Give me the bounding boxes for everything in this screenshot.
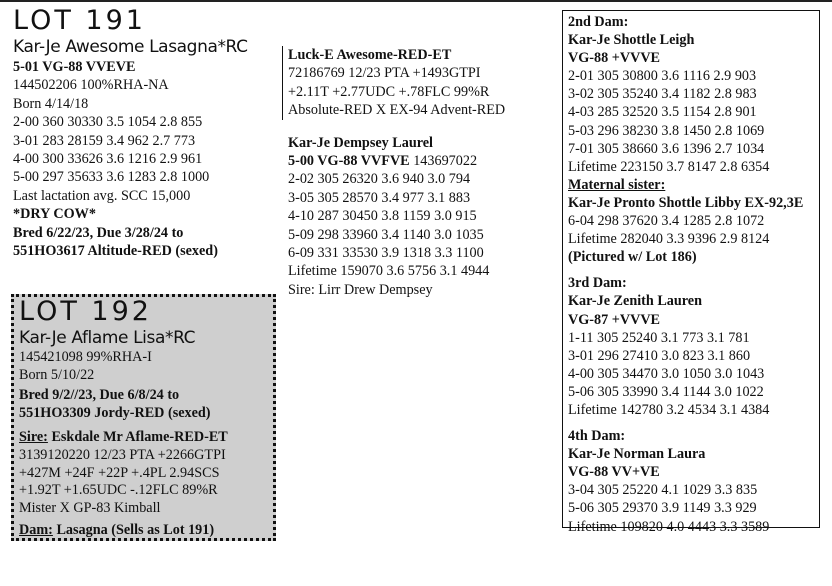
second-dam-name: Kar-Je Shottle Leigh <box>568 32 695 49</box>
lot-192-sire-line: 3139120220 12/23 PTA +2266GTPI <box>19 446 226 463</box>
lot-191-sire-block <box>282 46 552 120</box>
lot-191-dam-record: 4-10 287 30450 3.8 1159 3.0 915 <box>288 208 477 225</box>
maternal-sister-name: Kar-Je Pronto Shottle Libby EX-92,3E <box>568 194 804 211</box>
maternal-sister-note: (Pictured w/ Lot 186) <box>568 249 697 266</box>
fourth-dam-lifetime: Lifetime 109820 4.0 4443 3.3 3589 <box>568 518 770 535</box>
lot-192-sire <box>19 429 273 447</box>
third-dam-name: Kar-Je Zenith Lauren <box>568 293 702 310</box>
lot-191-dam-sire: Sire: Lirr Drew Dempsey <box>288 281 433 298</box>
lot-191-dam-record: 2-02 305 26320 3.6 940 3.0 794 <box>288 171 471 188</box>
fourth-dam-record: 3-04 305 25220 4.1 1029 3.3 835 <box>568 482 758 499</box>
lot-191-born: Born 4/14/18 <box>13 95 89 112</box>
third-dam-heading: 3rd Dam: <box>568 275 627 292</box>
fourth-dam-classification: VG-88 VV+VE <box>568 464 660 481</box>
lot-191-section <box>13 6 281 260</box>
lot-191-dam-classification: 5-00 VG-88 VVFVE <box>288 153 410 170</box>
lot-191-sire-line: Absolute-RED X EX-94 Advent-RED <box>288 102 506 119</box>
maternal-sister-record: 6-04 298 37620 3.4 1285 2.8 1072 <box>568 213 765 230</box>
lot-192-dam <box>19 522 273 540</box>
lot-192-dam-text: Lasagna (Sells as Lot 191) <box>52 522 215 539</box>
lot-191-record: 4-00 300 33626 3.6 1216 2.9 961 <box>13 151 203 168</box>
lot-192-cow-name: Kar-Je Aflame Lisa*RC <box>19 328 196 348</box>
third-dam-lifetime: Lifetime 142780 3.2 4534 3.1 4384 <box>568 401 770 418</box>
second-dam-record: 5-03 296 38230 3.8 1450 2.8 1069 <box>568 122 765 139</box>
lot-192-sire-line: +1.92T +1.65UDC -.12FLC 89%R <box>19 482 218 499</box>
third-dam-record: 5-06 305 33990 3.4 1144 3.0 1022 <box>568 383 764 400</box>
maternal-sister-lifetime: Lifetime 282040 3.3 9396 2.9 8124 <box>568 231 770 248</box>
lot-192-title: LOT 192 <box>19 296 152 327</box>
second-dam-classification: VG-88 +VVVE <box>568 50 661 67</box>
lot-192-bred: Bred 9/2//23, Due 6/8/24 to <box>19 387 180 404</box>
second-dam-heading: 2nd Dam: <box>568 14 629 30</box>
lot-191-record: 5-00 297 35633 3.6 1283 2.8 1000 <box>13 169 210 186</box>
second-dam-lifetime: Lifetime 223150 3.7 8147 2.8 6354 <box>568 158 770 175</box>
fourth-dam-name: Kar-Je Norman Laura <box>568 446 706 463</box>
lot-191-dam-record: 5-09 298 33960 3.4 1140 3.0 1035 <box>288 226 484 243</box>
lot-191-dam-class <box>288 152 552 170</box>
lot-191-sire-name: Luck-E Awesome-RED-ET <box>288 47 452 63</box>
lot-191-dam-record: 3-05 305 28570 3.4 977 3.1 883 <box>288 189 471 206</box>
third-dam-record: 1-11 305 25240 3.1 773 3.1 781 <box>568 329 750 346</box>
lot-191-dam-lifetime: Lifetime 159070 3.6 5756 3.1 4944 <box>288 263 490 280</box>
lot-191-dam-registration: 143697022 <box>409 153 478 170</box>
lot-191-classification: 5-01 VG-88 VVEVE <box>13 59 136 75</box>
second-dam-record: 2-01 305 30800 3.6 1116 2.9 903 <box>568 68 757 85</box>
fourth-dam-record: 5-06 305 29370 3.9 1149 3.3 929 <box>568 500 757 517</box>
lot-191-pedigree <box>282 46 552 299</box>
third-dam-record: 3-01 296 27410 3.0 823 3.1 860 <box>568 347 751 364</box>
lot-191-bred-sire: 551HO3617 Altitude-RED (sexed) <box>13 243 218 260</box>
lot-191-scc: Last lactation avg. SCC 15,000 <box>13 187 191 204</box>
lot-191-dry-cow: *DRY COW* <box>13 206 96 223</box>
lot-192-registration: 145421098 99%RHA-I <box>19 349 152 365</box>
spacer <box>568 419 819 427</box>
lot-191-registration: 144502206 100%RHA-NA <box>13 77 169 94</box>
lot-191-sire-line: +2.11T +2.77UDC +.78FLC 99%R <box>288 83 490 100</box>
second-dam-record: 7-01 305 38660 3.6 1396 2.7 1034 <box>568 140 765 157</box>
fourth-dam-heading: 4th Dam: <box>568 428 626 445</box>
lot-192-sire-line: Mister X GP-83 Kimball <box>19 499 161 516</box>
top-rule <box>0 0 832 2</box>
second-dam-record: 4-03 285 32520 3.5 1154 2.8 901 <box>568 104 757 121</box>
lot-191-record: 3-01 283 28159 3.4 962 2.7 773 <box>13 132 196 149</box>
lot-191-record: 2-00 360 30330 3.5 1054 2.8 855 <box>13 114 203 131</box>
spacer <box>568 266 819 274</box>
lot-192-born: Born 5/10/22 <box>19 366 95 383</box>
lot-191-sire-line: 72186769 12/23 PTA +1493GTPI <box>288 65 481 82</box>
maternal-sister-heading: Maternal sister: <box>568 176 666 193</box>
lot-191-dam-name: Kar-Je Dempsey Laurel <box>288 134 433 151</box>
lot-192-section <box>11 294 276 541</box>
lot-192-sire-label: Sire: <box>19 429 48 446</box>
lot-192-bred-sire: 551HO3309 Jordy-RED (sexed) <box>19 404 211 421</box>
lot-192-sire-line: +427M +24F +22P +.4PL 2.94SCS <box>19 464 220 481</box>
lot-192-sire-name: Eskdale Mr Aflame-RED-ET <box>47 429 228 446</box>
lot-191-dam-block <box>282 134 552 300</box>
lot-191-dam-record: 6-09 331 33530 3.9 1318 3.3 1100 <box>288 245 484 262</box>
dams-box <box>562 10 820 535</box>
lot-191-title: LOT 191 <box>13 5 146 36</box>
second-dam-record: 3-02 305 35240 3.4 1182 2.8 983 <box>568 86 757 103</box>
lot-192-dam-label: Dam: <box>19 522 53 539</box>
lot-191-cow-name: Kar-Je Awesome Lasagna*RC <box>13 37 248 57</box>
lot-191-bred: Bred 6/22/23, Due 3/28/24 to <box>13 224 184 241</box>
third-dam-classification: VG-87 +VVVE <box>568 311 661 328</box>
third-dam-record: 4-00 305 34470 3.0 1050 3.0 1043 <box>568 365 765 382</box>
